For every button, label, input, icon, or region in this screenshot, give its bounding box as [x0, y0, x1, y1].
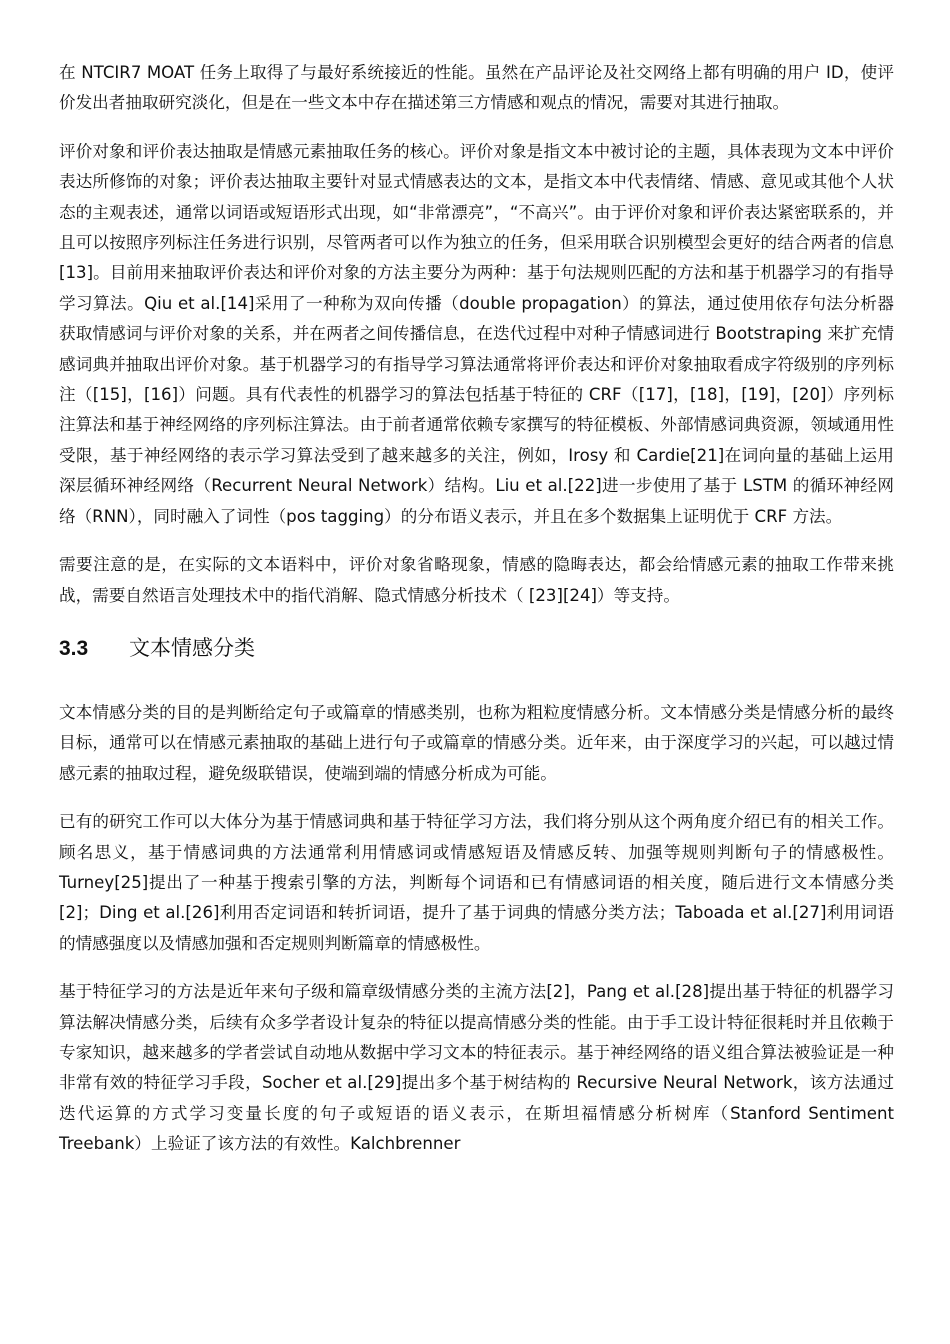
paragraph-feature-learning: 基于特征学习的方法是近年来句子级和篇章级情感分类的主流方法[2]，Pang et al.[28]提出基于特征的机器学习算法解决情感分类，后续有众多学者设计复杂的特征以提高情感分类的性能。由于手工设计特征很耗时并且依赖于专家知识，越来越多的学者尝试自动地从数据中学习文本的特征表示。基于神经网络的语义组合算法被验证是一种非常有效的特征学习手段，Socher et al.[29]提出多个基于树结构的 Recursive Neural Network，该方法通过迭代运算的方式学习变量长度的句子或短语的语义表示，在斯坦福情感分析树库（Stanford Sentiment Treebank）上验证了该方法的有效性。Kalchbrenner	[59, 982, 894, 1154]
section-number: 3.3	[59, 636, 89, 660]
document-page	[59, 58, 894, 1160]
section-heading	[59, 633, 894, 664]
paragraph-challenges: 需要注意的是，在实际的文本语料中，评价对象省略现象，情感的隐晦表达，都会给情感元素的抽取工作带来挑战，需要自然语言处理技术中的指代消解、隐式情感分析技术（ [23][24]）等支持。	[59, 555, 894, 605]
paragraph-classification-intro: 文本情感分类的目的是判断给定句子或篇章的情感类别，也称为粗粒度情感分析。文本情感分类是情感分析的最终目标，通常可以在情感元素抽取的基础上进行句子或篇章的情感分类。近年来，由于深度学习的兴起，可以越过情感元素的抽取过程，避免级联错误，使端到端的情感分析成为可能。	[59, 702, 894, 783]
paragraph-element-extraction: 评价对象和评价表达抽取是情感元素抽取任务的核心。评价对象是指文本中被讨论的主题，具体表现为文本中评价表达所修饰的对象；评价表达抽取主要针对显式情感表达的文本，是指文本中代表情绪、情感、意见或其他个人状态的主观表述，通常以词语或短语形式出现，如“非常漂亮”，“不高兴”。由于评价对象和评价表达紧密联系的，并且可以按照序列标注任务进行识别，尽管两者可以作为独立的任务，但采用联合识别模型会更好的结合两者的信息[13]。目前用来抽取评价表达和评价对象的方法主要分为两种：基于句法规则匹配的方法和基于机器学习的有指导学习算法。Qiu et al.[14]采用了一种称为双向传播（double propagation）的算法，通过使用依存句法分析器获取情感词与评价对象的关系，并在两者之间传播信息，在迭代过程中对种子情感词进行 Bootstraping 来扩充情感词典并抽取出评价对象。基于机器学习的有指导学习算法通常将评价表达和评价对象抽取看成字符级别的序列标注（[15]，[16]）问题。具有代表性的机器学习的算法包括基于特征的 CRF（[17]，[18]，[19]，[20]）序列标注算法和基于神经网络的序列标注算法。由于前者通常依赖专家撰写的特征模板、外部情感词典资源，领域通用性受限，基于神经网络的表示学习算法受到了越来越多的关注，例如，Irosy 和 Cardie[21]在词向量的基础上运用深层循环神经网络（Recurrent Neural Network）结构。Liu et al.[22]进一步使用了基于 LSTM 的循环神经网络（RNN），同时融入了词性（pos tagging）的分布语义表示，并且在多个数据集上证明优于 CRF 方法。	[59, 141, 894, 526]
paragraph-lexicon-methods: 已有的研究工作可以大体分为基于情感词典和基于特征学习方法，我们将分别从这个两角度介绍已有的相关工作。顾名思义，基于情感词典的方法通常利用情感词或情感短语及情感反转、加强等规则判断句子的情感极性。Turney[25]提出了一种基于搜索引擎的方法，判断每个词语和已有情感词语的相关度，随后进行文本情感分类[2]；Ding et al.[26]利用否定词语和转折词语，提升了基于词典的情感分类方法；Taboada et al.[27]利用词语的情感强度以及情感加强和否定规则判断篇章的情感极性。	[59, 812, 894, 953]
paragraph-gap	[59, 789, 894, 807]
paragraph-gap	[59, 119, 894, 137]
section-title: 文本情感分类	[129, 635, 255, 660]
paragraph-ntcir: 在 NTCIR7 MOAT 任务上取得了与最好系统接近的性能。虽然在产品评论及社交网络上都有明确的用户 ID，使评价发出者抽取研究淡化，但是在一些文本中存在描述第三方情感和观点的情况，需要对其进行抽取。	[59, 63, 894, 113]
paragraph-gap	[59, 532, 894, 550]
paragraph-gap	[59, 959, 894, 977]
